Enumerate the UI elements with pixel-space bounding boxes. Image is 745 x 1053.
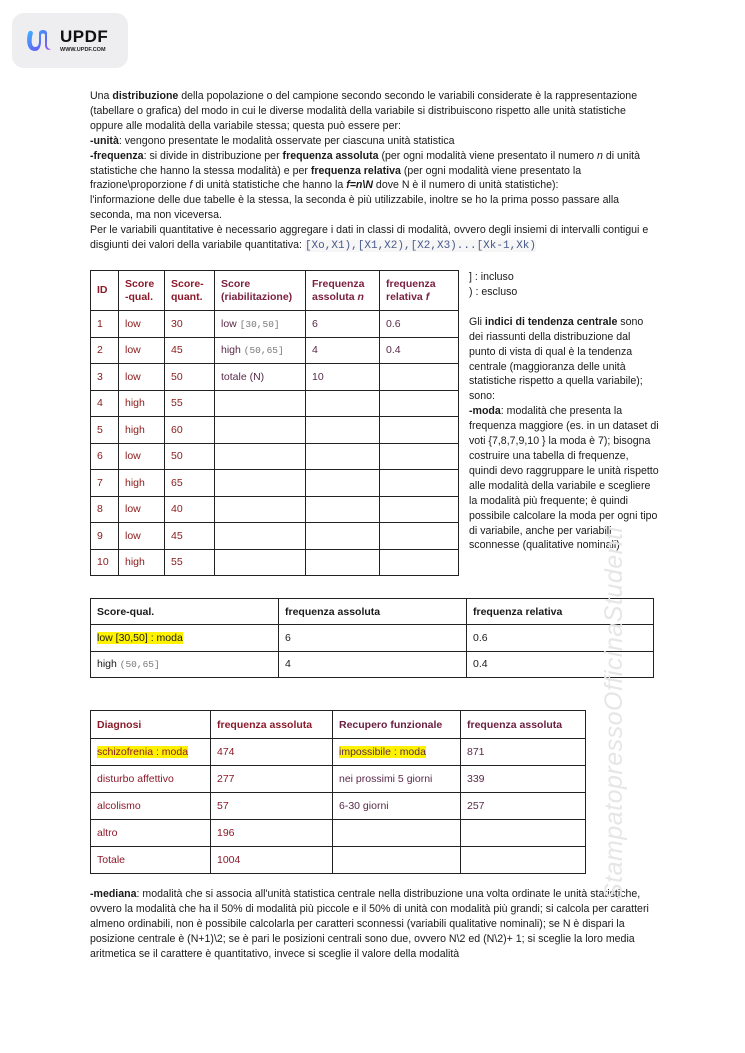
- logo-url: WWW.UPDF.COM: [60, 47, 106, 53]
- table-row: [91, 549, 459, 576]
- table-row: [91, 337, 459, 364]
- table-row: [91, 443, 459, 470]
- intro-paragraph-2: -unità: vengono presentate le modalità osservate per ciascuna unità statistica: [90, 134, 455, 147]
- cell-freq-abs: 10: [306, 364, 380, 391]
- cell-recupero: 6-30 giorni: [333, 793, 461, 820]
- header-frequenza-assoluta-2: frequenza assoluta: [461, 711, 586, 739]
- cell-freq-rel: [380, 470, 459, 497]
- cell-id: 7: [91, 470, 119, 497]
- watermark: StampatopressoOfficinaStudenti: [600, 526, 628, 900]
- cell-freq-rel: 0.4: [467, 651, 654, 678]
- table-row: [91, 847, 586, 874]
- table-header-row: [91, 599, 654, 625]
- cell-score-qual: high: [119, 549, 165, 576]
- updf-logo-icon: [24, 27, 54, 55]
- cell-freq-rel: [380, 417, 459, 444]
- cell-diagnosi-freq: 196: [211, 820, 333, 847]
- header-frequenza-assoluta: Frequenza assoluta n: [306, 271, 380, 311]
- cell-score-qual: low: [119, 364, 165, 391]
- cell-score-quant: 60: [165, 417, 215, 444]
- cell-score-qual: high: [119, 390, 165, 417]
- header-id: ID: [91, 271, 119, 311]
- header-frequenza-assoluta: frequenza assoluta: [211, 711, 333, 739]
- table-row: [91, 793, 586, 820]
- cell-recupero-freq: 871: [461, 739, 586, 766]
- cell-diagnosi-freq: 1004: [211, 847, 333, 874]
- table-row: [91, 390, 459, 417]
- term-distribuzione: distribuzione: [112, 90, 179, 102]
- cell-diagnosi: Totale: [91, 847, 211, 874]
- side-notes: [469, 270, 659, 553]
- cell-id: 4: [91, 390, 119, 417]
- table-row: [91, 625, 654, 652]
- cell-recupero: [333, 820, 461, 847]
- intro-paragraph-3: -frequenza: si divide in distribuzione per frequenza assoluta (per ogni modalità viene presentato il numero n di unità statistiche che hanno la stessa modalità) e per frequenza relativa (per ogni modalità viene presentato la frazione\proporzione f di unità statistiche che hanno la f=n\N dove N è il numero di unità statistiche):: [90, 149, 641, 192]
- header-recupero-funzionale: Recupero funzionale: [333, 711, 461, 739]
- cell-class: [215, 523, 306, 550]
- cell-recupero: impossibile : moda: [333, 739, 461, 766]
- cell-score-quant: 50: [165, 443, 215, 470]
- term-unita: -unità: [90, 134, 119, 147]
- table-row: [91, 417, 459, 444]
- header-score-qual: Score-qual.: [91, 599, 279, 625]
- table-row: [91, 820, 586, 847]
- table-row: [91, 311, 459, 338]
- cell-score-quant: 45: [165, 337, 215, 364]
- table-row: [91, 496, 459, 523]
- cell-score-qual: high: [119, 470, 165, 497]
- cell-freq-rel: [380, 496, 459, 523]
- table-row: [91, 364, 459, 391]
- formula-f: f=n\N: [346, 179, 373, 192]
- cell-freq-rel: 0.6: [467, 625, 654, 652]
- cell-diagnosi-freq: 474: [211, 739, 333, 766]
- cell-freq-abs: 4: [306, 337, 380, 364]
- cell-score-qual: low: [119, 443, 165, 470]
- cell-diagnosi: altro: [91, 820, 211, 847]
- tendenza-centrale-text: Gli indici di tendenza centrale sono dei riassunti della distribuzione dal punto di vista di qual è la tendenza centrale (maggioranza delle unità statistiche rispetto a quella variabile); sono:: [469, 315, 644, 403]
- cell-score-qual: low: [119, 523, 165, 550]
- frequency-summary-table: [90, 598, 654, 678]
- legend-escluso: ) : escluso: [469, 285, 518, 298]
- cell-freq-rel: [380, 549, 459, 576]
- table-header-row: [91, 271, 459, 311]
- cell-diagnosi: alcolismo: [91, 793, 211, 820]
- cell-freq-rel: 0.6: [380, 311, 459, 338]
- intervals-code: [Xo,X1),[X1,X2),[X2,X3)...[Xk-1,Xk): [304, 240, 536, 253]
- cell-freq-abs: [306, 496, 380, 523]
- cell-id: 1: [91, 311, 119, 338]
- header-diagnosi: Diagnosi: [91, 711, 211, 739]
- header-frequenza-relativa: frequenza relativa f: [380, 271, 459, 311]
- table-row: [91, 523, 459, 550]
- cell-score-quant: 55: [165, 390, 215, 417]
- cell-id: 9: [91, 523, 119, 550]
- cell-id: 6: [91, 443, 119, 470]
- header-score-qual: Score -qual.: [119, 271, 165, 311]
- cell-freq-rel: [380, 364, 459, 391]
- cell-score-quant: 45: [165, 523, 215, 550]
- table-row: [91, 766, 586, 793]
- cell-score-qual: high: [119, 417, 165, 444]
- cell-id: 5: [91, 417, 119, 444]
- cell-recupero-freq: 257: [461, 793, 586, 820]
- cell-freq-rel: [380, 443, 459, 470]
- cell-class: high (50,65]: [215, 337, 306, 364]
- cell-score-qual: low: [119, 337, 165, 364]
- cell-class: [215, 443, 306, 470]
- cell-recupero-freq: 339: [461, 766, 586, 793]
- cell-class: totale (N): [215, 364, 306, 391]
- class-range: [30,50]: [239, 318, 280, 330]
- cell-class: low [30,50]: [215, 311, 306, 338]
- cell-recupero-freq: [461, 820, 586, 847]
- cell-recupero: nei prossimi 5 giorni: [333, 766, 461, 793]
- term-mediana: -mediana: [90, 888, 137, 900]
- header-score-riabilitazione: Score (riabilitazione): [215, 271, 306, 311]
- cell-freq-abs: [306, 523, 380, 550]
- cell-class: [215, 496, 306, 523]
- cell-freq-abs: 6: [279, 625, 467, 652]
- class-range: (50,65]: [119, 659, 160, 671]
- header-frequenza-relativa: frequenza relativa: [467, 599, 654, 625]
- cell-freq-abs: [306, 443, 380, 470]
- legend-incluso: ] : incluso: [469, 271, 514, 283]
- cell-diagnosi-freq: 57: [211, 793, 333, 820]
- cell-class: [215, 470, 306, 497]
- class-range: (50,65]: [243, 345, 284, 357]
- intro-paragraph-4: l'informazione delle due tabelle è la stessa, la seconda è più utilizzabile, inoltre se ho la prima posso passare alla seconda, ma non viceversa.: [90, 194, 620, 222]
- cell-id: 2: [91, 337, 119, 364]
- cell-score-qual: [91, 651, 279, 678]
- table-row: [91, 470, 459, 497]
- cell-id: 10: [91, 549, 119, 576]
- mediana-text: -mediana: modalità che si associa all'unità statistica centrale nella distribuzione una volta ordinate le unità statistiche, ovvero la modalità che ha il 50% di modalità più piccole e il 50% di unità con modalità più grandi; si calcola per caratteri almeno ordinabili, non è possibile calcolarla per caratteri sconnessi (variabili qualitative nominali); se N è dispari la posizione centrale è (N+1)\2; se è pari le posizioni centrali sono due, ovvero N\2 ed (N\2)+ 1; si sceglie la loro media aritmetica se il carattere è quantitativo, invece si sceglie il valore della modalità: [90, 888, 649, 960]
- cell-freq-abs: 4: [279, 651, 467, 678]
- header-score-quant: Score-quant.: [165, 271, 215, 311]
- cell-class: [215, 390, 306, 417]
- cell-freq-abs: [306, 549, 380, 576]
- header-frequenza-assoluta: frequenza assoluta: [279, 599, 467, 625]
- cell-score-quant: 30: [165, 311, 215, 338]
- cell-diagnosi: disturbo affettivo: [91, 766, 211, 793]
- cell-score-quant: 55: [165, 549, 215, 576]
- cell-score-qual: low: [119, 311, 165, 338]
- intro-paragraph-1: Una distribuzione della popolazione o del campione secondo secondo le variabili considerate è la rappresentazione (tabellare o grafica) del modo in cui le diverse modalità della variabile si distribuiscono rispetto alle unità statistiche oppure alle modalità della variabile stessa; questa può essere per:: [90, 90, 638, 132]
- table-row: [91, 739, 586, 766]
- cell-freq-abs: [306, 390, 380, 417]
- intro-text: [90, 89, 655, 254]
- score-table: [90, 270, 459, 576]
- label: high: [97, 658, 120, 671]
- updf-logo[interactable]: [12, 13, 128, 68]
- cell-freq-rel: [380, 523, 459, 550]
- cell-id: 3: [91, 364, 119, 391]
- cell-recupero-freq: [461, 847, 586, 874]
- cell-freq-rel: [380, 390, 459, 417]
- cell-freq-abs: [306, 470, 380, 497]
- cell-score-quant: 65: [165, 470, 215, 497]
- term-frequenza: -frequenza: [90, 149, 144, 162]
- cell-class: [215, 417, 306, 444]
- cell-freq-abs: 6: [306, 311, 380, 338]
- logo-brand: UPDF: [60, 27, 109, 46]
- cell-freq-rel: 0.4: [380, 337, 459, 364]
- table-header-row: [91, 711, 586, 739]
- cell-id: 8: [91, 496, 119, 523]
- cell-diagnosi-freq: 277: [211, 766, 333, 793]
- cell-recupero: [333, 847, 461, 874]
- highlighted-moda: low [30,50] : moda: [97, 631, 183, 644]
- cell-diagnosi: schizofrenia : moda: [91, 739, 211, 766]
- cell-score-qual: [91, 625, 279, 652]
- cell-score-quant: 50: [165, 364, 215, 391]
- intro-paragraph-5: Per le variabili quantitative è necessario aggregare i dati in classi di modalità, ovvero degli insiemi di intervalli contigui e disgiunti dei valori della variabile quantitativa: [Xo,X1),[X1,X2),[X2,X3)...[Xk-1,Xk): [90, 224, 649, 253]
- cell-freq-abs: [306, 417, 380, 444]
- table-row: [91, 651, 654, 678]
- cell-score-quant: 40: [165, 496, 215, 523]
- moda-text: -moda: modalità che presenta la frequenza maggiore (es. in un dataset di voti {7,8,7,9,10 } la moda è 7); bisogna costruire una tabella di frequenze, quindi devo raggruppare le unità rispetto alle modalità della variabile e scegliere la modalità più frequente; è quindi possibile calcolare la moda per ogni tipo di variabile, anche per variabili sconnesse (qualitative nominali): [469, 405, 659, 552]
- cell-score-qual: low: [119, 496, 165, 523]
- cell-class: [215, 549, 306, 576]
- diagnosi-table: [90, 710, 586, 874]
